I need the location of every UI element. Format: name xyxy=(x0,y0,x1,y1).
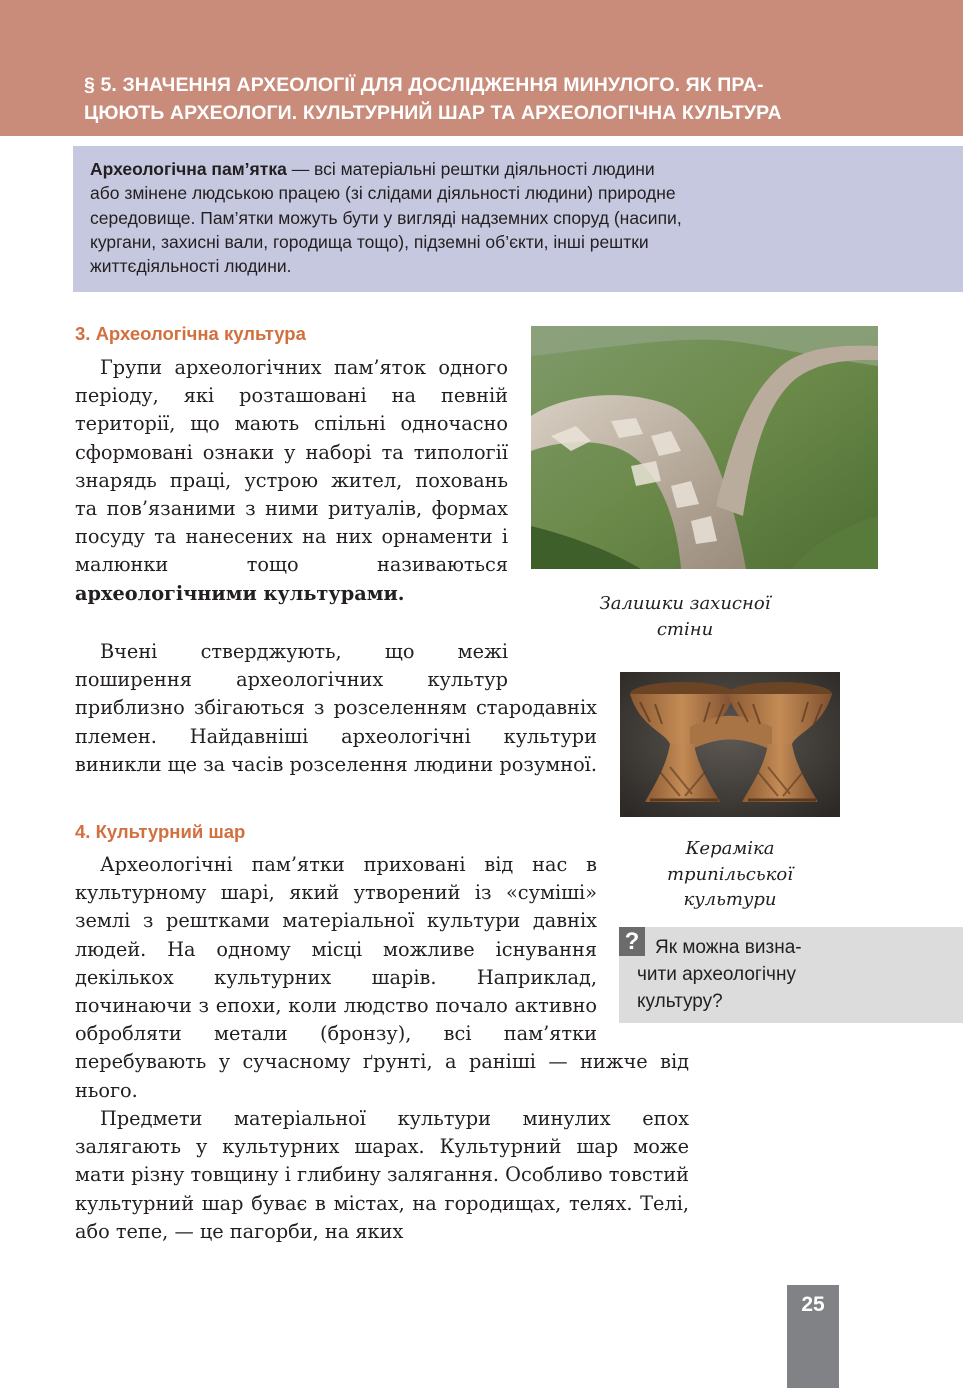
chapter-title: § 5. ЗНАЧЕННЯ АРХЕОЛОГІЇ ДЛЯ ДОСЛІДЖЕННЯ МИНУЛОГО. ЯК ПРА- ЦЮЮТЬ АРХЕОЛОГИ. КУЛЬТУРНИЙ ШАР ТА АРХЕОЛОГІЧНА КУЛЬТУРА xyxy=(84,74,782,124)
defensive-wall-caption: Залишки захисної стіни xyxy=(599,593,771,640)
definition-text xyxy=(90,157,810,278)
section-3-paragraph-2 xyxy=(75,638,597,779)
defensive-wall-photo xyxy=(531,326,878,569)
defensive-wall-image xyxy=(531,326,878,569)
chapter-header xyxy=(0,0,963,136)
section-3-paragraph-1-term: археологічними культурами. xyxy=(75,581,405,605)
section-3-paragraph-1-text: Групи археологічних пам’яток одного періоду, які розташовані на певній території, що мають спільні одночасно сформовані ознаки у наборі та типології знарядь праці, устрою жител, поховань та пов’язаними з ними ритуалів, формах посуду та нанесених на них орнаменти і малюнки тощо називаються xyxy=(75,356,508,577)
layout-spacer xyxy=(508,638,597,694)
question-text: Як можна визна- чити археологічну культуру? xyxy=(637,937,802,1012)
section-4-paragraph-1-part-1 xyxy=(75,851,689,1105)
trypillia-ceramic-photo xyxy=(620,672,840,817)
question-mark-icon: ? xyxy=(619,927,645,956)
definition-body: — всі матеріальні рештки діяльності людини або змінене людською працею (зі слідами діяльності людини) природне середовище. Пам’ятки можуть бути у вигляді надземних споруд (насипи, кургани, захисні вали, городища тощо), підземні об’єкти, інші рештки життєдіяльності людини. xyxy=(90,159,682,277)
page-number: 25 xyxy=(801,1293,825,1316)
section-3-paragraph-1 xyxy=(75,354,508,608)
section-3-paragraph-2-text: Вчені стверджують, що межі поширення археологічних культур приблизно збігаються з розселенням стародавніх племен. Найдавніші археологічні культури виникли ще за часів розселення людини розумної. xyxy=(75,640,597,776)
question-box xyxy=(619,927,963,1023)
section-4-paragraph-1-text: Археологічні пам’ятки приховані від нас в культурному шарі, який утворений із «суміші» землі з рештками матеріальної культури давніх людей. На одному місці можливе існування декількох культурних шарів. Наприклад, починаючи з епохи, коли людство почало активно обробляти метали (бронзу), всі пам’ятки перебувають у сучасному ґрунті, а раніші — нижче від нього. xyxy=(75,853,689,1102)
trypillia-ceramic-caption: Кераміка трипільської культури xyxy=(666,838,794,910)
page-number-tab xyxy=(787,1285,839,1388)
trypillia-ceramic-image xyxy=(620,672,840,817)
section-4-paragraph-2-text: Предмети матеріальної культури минулих епох залягають у культурних шарах. Культурний шар може мати різну товщину і глибину залягання. Особливо товстий культурний шар буває в містах, на городищах, телях. Телі, або тепе, — це пагорби, на яких xyxy=(75,1107,689,1243)
section-4-heading: 4. Культурний шар xyxy=(75,821,246,842)
section-3-heading: 3. Археологічна культура xyxy=(75,323,306,344)
definition-term: Археологічна пам’ятка xyxy=(90,159,287,179)
section-4-paragraph-2 xyxy=(75,1105,689,1246)
definition-box xyxy=(73,146,963,292)
